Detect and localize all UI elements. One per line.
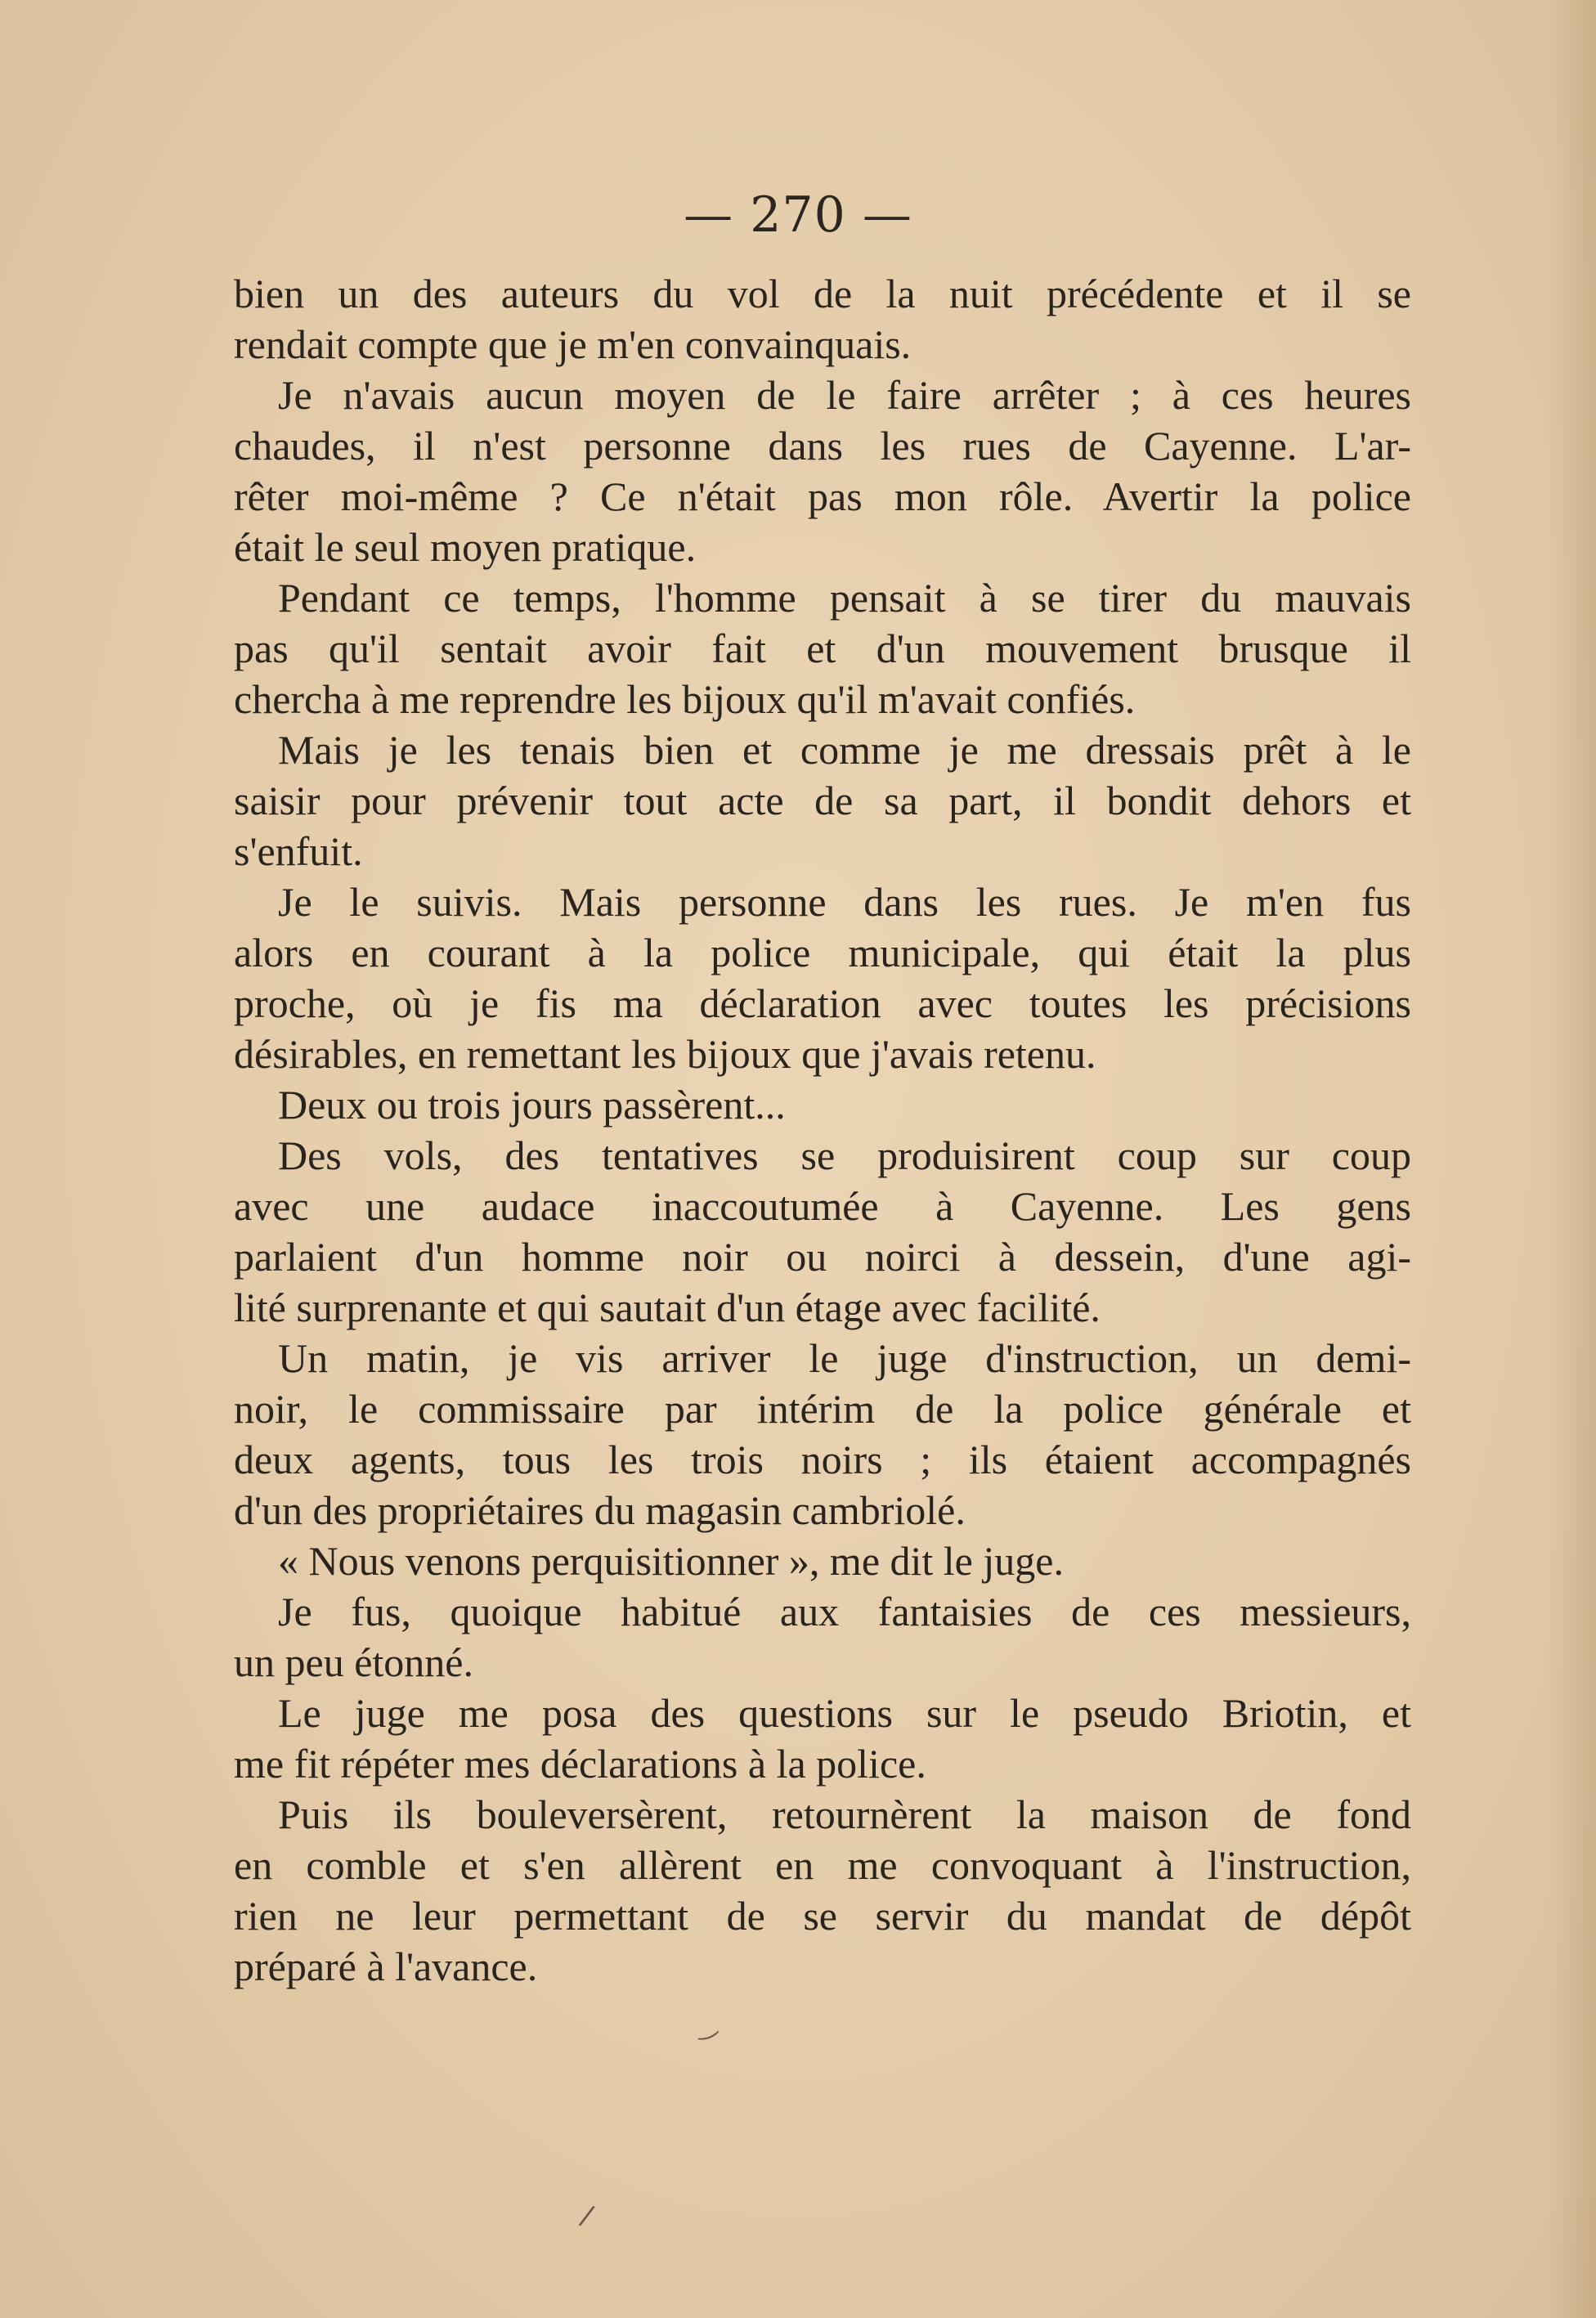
text-line: Puis ils bouleversèrent, retournèrent la maison de fond — [278, 1791, 1411, 1837]
text-line: Je le suivis. Mais personne dans les rues. Je m'en fus — [278, 879, 1411, 925]
text-line: me fit répéter mes déclarations à la police. — [234, 1741, 926, 1787]
text-line: un peu étonné. — [234, 1639, 473, 1685]
text-line: en comble et s'en allèrent en me convoquant à l'instruction, — [234, 1842, 1411, 1888]
text-line: préparé à l'avance. — [234, 1944, 538, 1989]
text-line: Un matin, je vis arriver le juge d'instruction, un demi- — [278, 1335, 1411, 1381]
text-line: saisir pour prévenir tout acte de sa part, il bondit dehors et — [234, 778, 1411, 823]
text-line: pas qu'il sentait avoir fait et d'un mouvement brusque il — [234, 625, 1411, 671]
text-line: proche, où je fis ma déclaration avec toutes les précisions — [234, 980, 1411, 1026]
text-line: « Nous venons perquisitionner », me dit le juge. — [278, 1538, 1064, 1584]
text-line: Deux ou trois jours passèrent... — [278, 1082, 786, 1128]
page-number: — 270 — — [684, 186, 912, 244]
stray-mark: ‿ — [690, 2008, 720, 2043]
text-line: était le seul moyen pratique. — [234, 524, 697, 570]
text-line: parlaient d'un homme noir ou noirci à dessein, d'une agi- — [234, 1234, 1411, 1280]
text-line: noir, le commissaire par intérim de la police générale et — [234, 1386, 1411, 1432]
text-line: bien un des auteurs du vol de la nuit précédente et il se — [234, 271, 1411, 316]
text-line: d'un des propriétaires du magasin cambriolé. — [234, 1487, 966, 1533]
body-text — [234, 268, 1411, 1992]
text-line: Mais je les tenais bien et comme je me dressais prêt à le — [278, 727, 1411, 773]
text-line: chaudes, il n'est personne dans les rues de Cayenne. L'ar- — [234, 423, 1411, 469]
text-line: s'enfuit. — [234, 828, 363, 874]
text-line: rêter moi-même ? Ce n'était pas mon rôle. Avertir la police — [234, 473, 1411, 519]
text-line: désirables, en remettant les bijoux que j'avais retenu. — [234, 1031, 1096, 1077]
text-line: Je fus, quoique habitué aux fantaisies de ces messieurs, — [278, 1589, 1411, 1634]
text-line: chercha à me reprendre les bijoux qu'il m'avait confiés. — [234, 676, 1136, 722]
text-line: Des vols, des tentatives se produisirent coup sur coup — [278, 1132, 1411, 1178]
text-line: rendait compte que je m'en convainquais. — [234, 321, 912, 367]
text-line: rien ne leur permettant de se servir du mandat de dépôt — [234, 1893, 1411, 1939]
text-line: deux agents, tous les trois noirs ; ils étaient accompagnés — [234, 1437, 1411, 1482]
text-line: Je n'avais aucun moyen de le faire arrêter ; à ces heures — [278, 372, 1411, 418]
text-line: lité surprenante et qui sautait d'un étage avec facilité. — [234, 1285, 1101, 1330]
stray-mark: / — [576, 2199, 597, 2233]
text-line: Le juge me posa des questions sur le pseudo Briotin, et — [278, 1690, 1411, 1736]
text-line: Pendant ce temps, l'homme pensait à se tirer du mauvais — [278, 575, 1411, 621]
text-line: alors en courant à la police municipale, qui était la plus — [234, 930, 1411, 975]
page-edge-shadow — [1547, 0, 1596, 2318]
text-line: avec une audace inaccoutumée à Cayenne. Les gens — [234, 1183, 1411, 1229]
